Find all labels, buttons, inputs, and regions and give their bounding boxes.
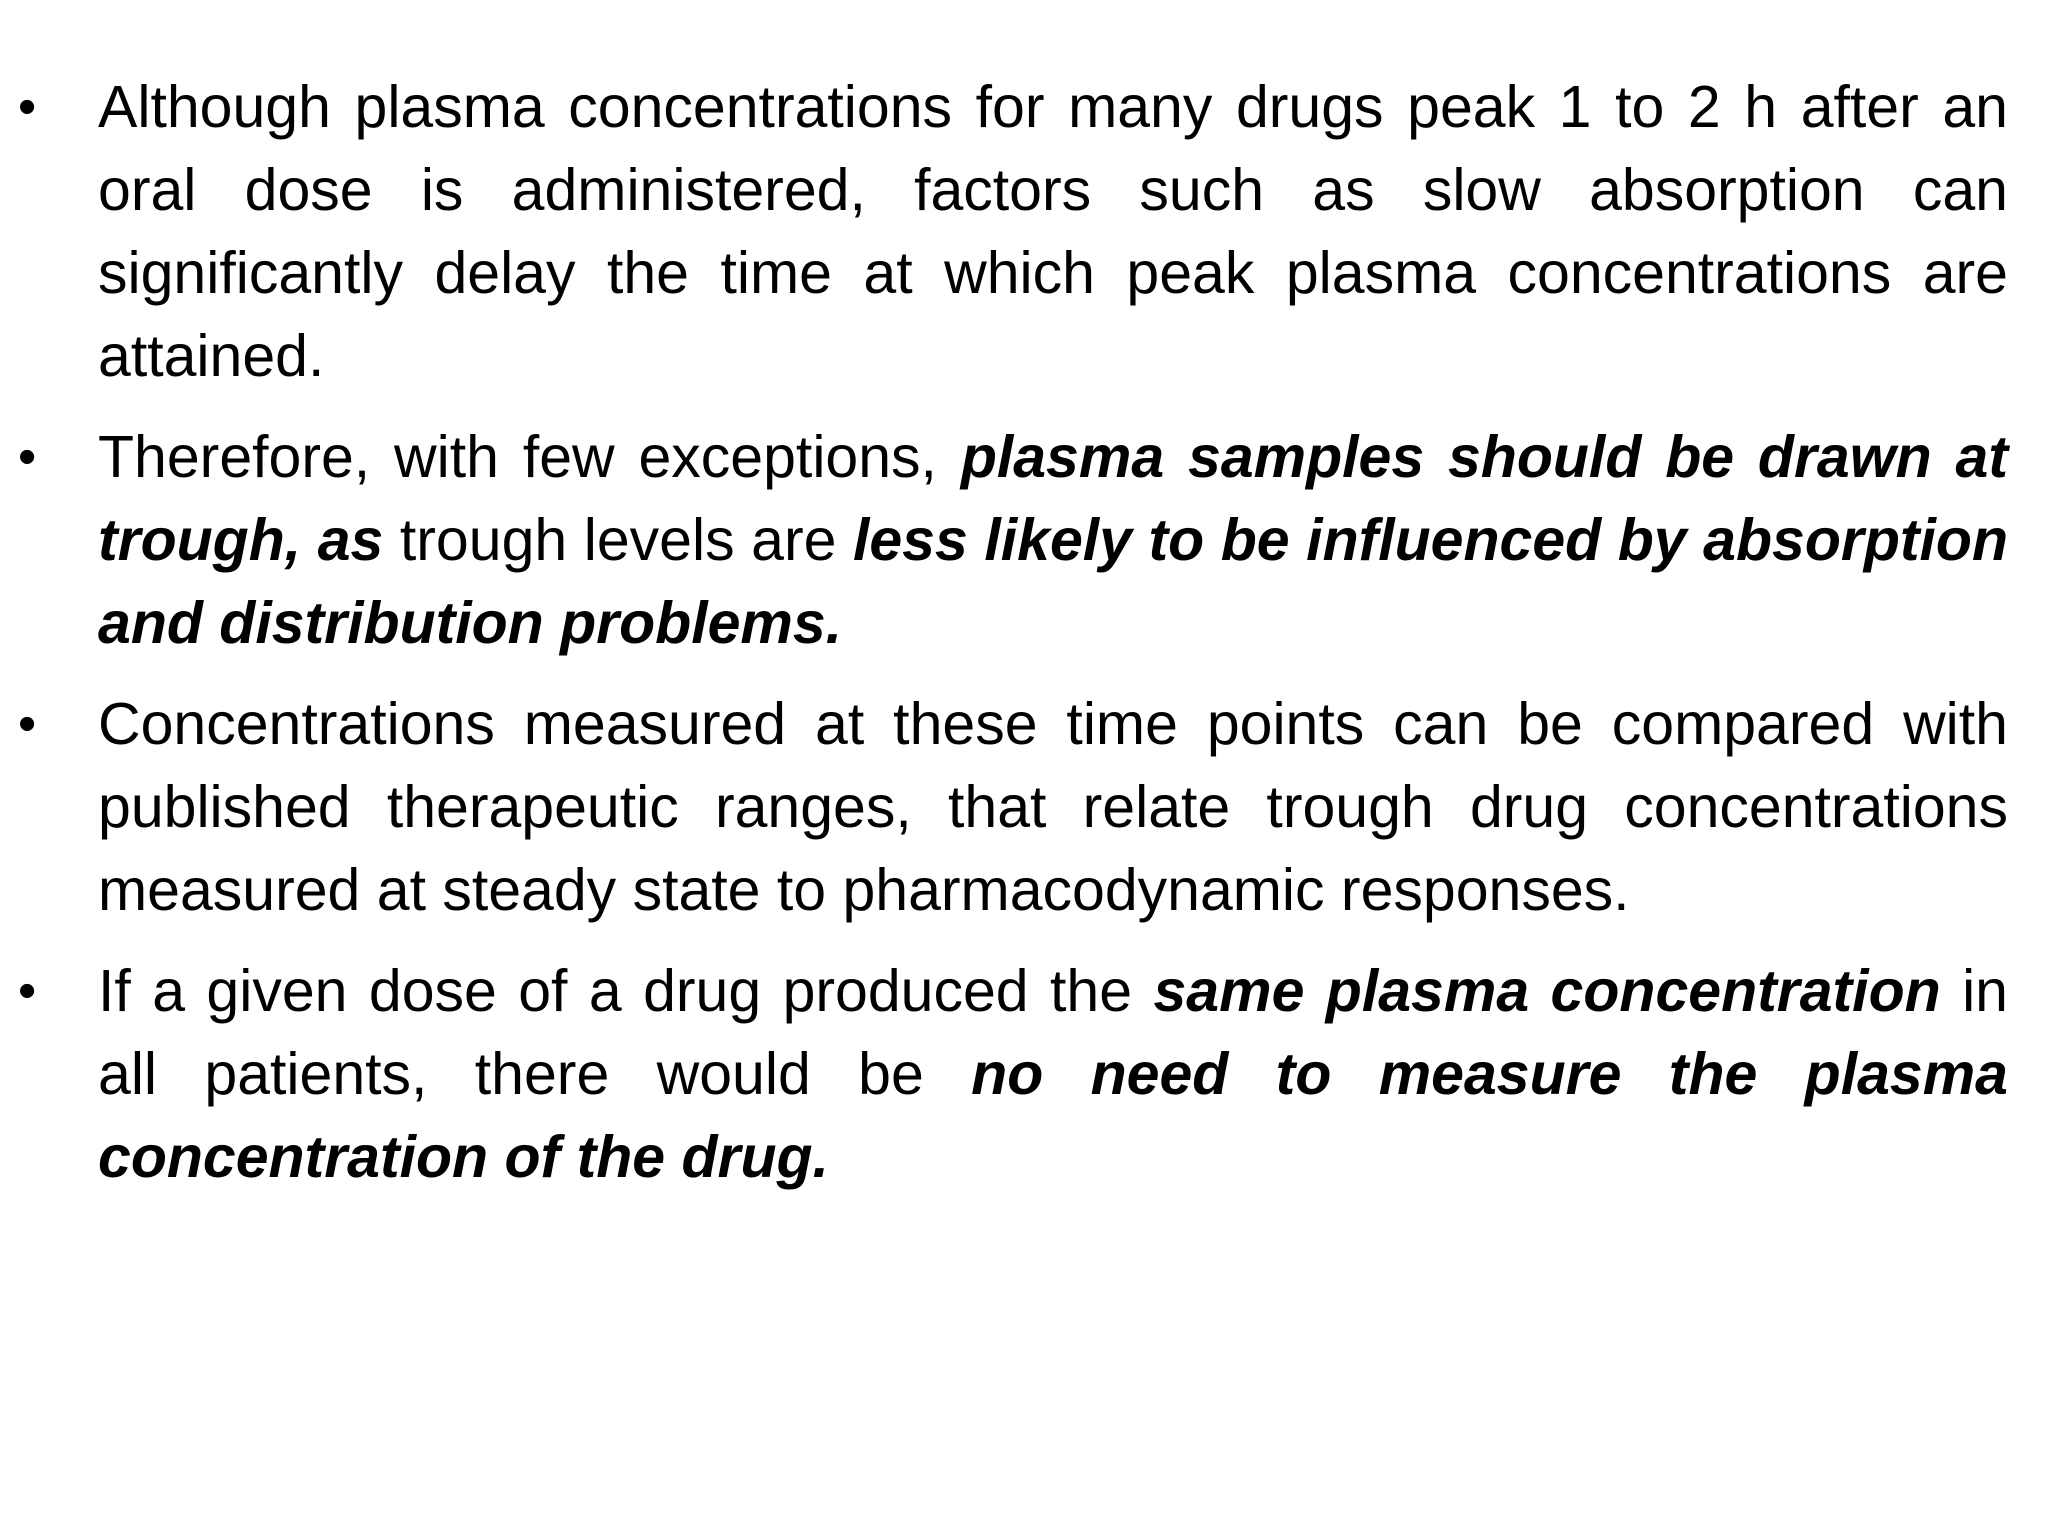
bullet-icon: •: [18, 695, 37, 753]
bullet-2-text-part-2: trough levels are: [383, 507, 853, 573]
bullet-4-text-part-1: If a given dose of a drug produced the: [98, 958, 1154, 1024]
bullet-item-2: [18, 416, 2008, 665]
bullet-icon: •: [18, 962, 37, 1020]
bullet-4-text-part-2: in all patients, there would be: [98, 958, 2008, 1107]
bullet-3-text: Concentrations measured at these time points can be compared with published therapeutic ranges, that relate trough drug concentrations measured at steady state to pharmacodynamic responses.: [98, 691, 2008, 923]
bullet-item-1: [18, 66, 2008, 398]
bullet-list: [18, 66, 2008, 1217]
bullet-1-text: Although plasma concentrations for many drugs peak 1 to 2 h after an oral dose is administered, factors such as slow absorption can significantly delay the time at which peak plasma concentrations are attained.: [98, 74, 2008, 389]
bullet-icon: •: [18, 78, 37, 136]
bullet-4-emphasis-1: same plasma concentration: [1153, 958, 1941, 1024]
bullet-item-3: [18, 683, 2008, 932]
bullet-item-4: [18, 950, 2008, 1199]
bullet-2-emphasis-1: plasma samples should be drawn at trough, as: [98, 424, 2008, 573]
bullet-4-emphasis-2: no need to measure the plasma concentration of the drug.: [98, 1041, 2008, 1190]
bullet-2-emphasis-2: less likely to be influenced by absorption and distribution problems.: [98, 507, 2008, 656]
bullet-icon: •: [18, 428, 37, 486]
bullet-2-text-part-1: Therefore, with few exceptions,: [98, 424, 961, 490]
